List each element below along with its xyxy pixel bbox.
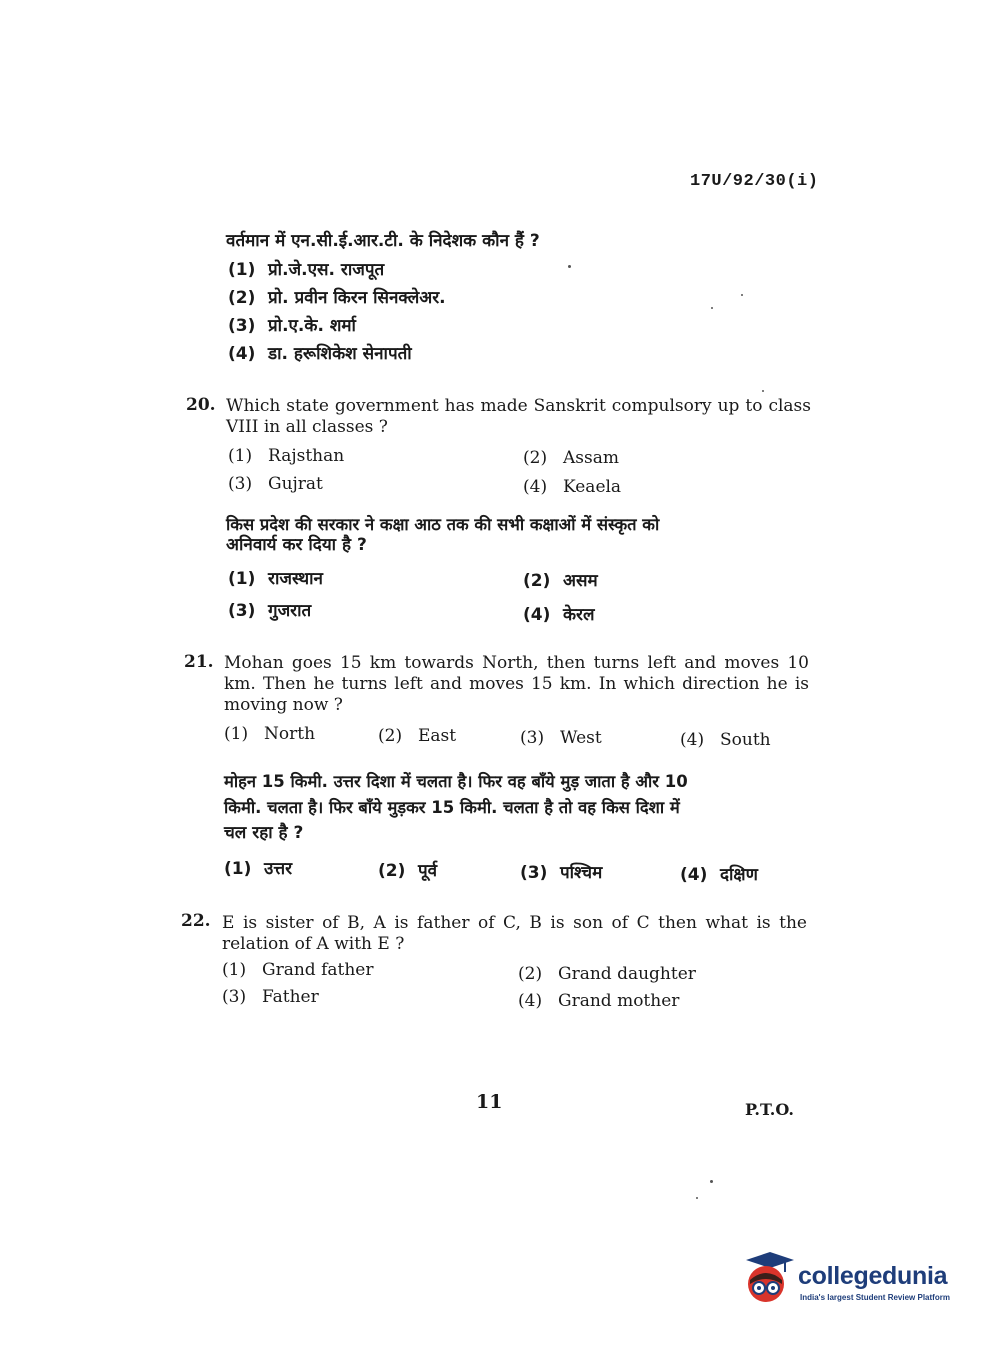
q19-option-3 [228, 315, 356, 337]
option-number: (3) [222, 987, 247, 1007]
q21-hindi-option-4 [680, 864, 758, 886]
q19-option-4 [228, 343, 412, 365]
option-text: Rajsthan [268, 446, 345, 466]
q20-hindi-option-1 [228, 568, 323, 590]
option-number: (2) [378, 861, 406, 881]
pto-label: P.T.O. [745, 1100, 794, 1119]
option-text: प्रो. प्रवीन किरन सिनक्लेअर. [268, 288, 446, 308]
option-number: (2) [378, 726, 403, 746]
option-text: प्रो.जे.एस. राजपूत [268, 260, 385, 280]
option-number: (4) [523, 605, 551, 625]
option-text: गुजरात [268, 601, 312, 621]
option-text: पूर्व [418, 861, 438, 881]
speck [568, 265, 571, 268]
q21-hindi-option-2 [378, 860, 437, 882]
option-text: Grand daughter [558, 964, 696, 984]
option-number: (2) [228, 288, 256, 308]
option-number: (4) [680, 730, 705, 750]
option-text: South [720, 730, 771, 750]
logo-wordmark: collegedunia [798, 1262, 948, 1290]
logo-tagline: India's largest Student Review Platform [800, 1293, 950, 1302]
q20-hindi-option-2 [523, 570, 598, 592]
option-text: डा. हरूशिकेश सेनापती [268, 344, 412, 364]
option-number: (4) [518, 991, 543, 1011]
q19-option-2 [228, 287, 446, 309]
option-number: (2) [523, 448, 548, 468]
option-text: असम [563, 571, 598, 591]
q22-option-2 [518, 963, 696, 985]
option-number: (3) [520, 728, 545, 748]
option-number: (1) [224, 859, 252, 879]
option-number: (2) [518, 964, 543, 984]
q20-number: 20. [186, 395, 216, 415]
q21-option-1 [224, 723, 315, 745]
q21-hindi-option-3 [520, 862, 602, 884]
q22-number: 22. [181, 911, 211, 931]
q20-option-1 [228, 445, 344, 467]
q20-hindi-stem-line2: अनिवार्य कर दिया है ? [226, 535, 367, 555]
collegedunia-logo[interactable] [740, 1250, 970, 1310]
option-text: North [264, 724, 316, 744]
q22-option-1 [222, 959, 373, 981]
option-number: (2) [523, 571, 551, 591]
page-number: 11 [476, 1091, 503, 1113]
option-number: (1) [228, 446, 253, 466]
paper-code: 17U/92/30(i) [690, 172, 819, 191]
option-number: (4) [680, 865, 708, 885]
q21-option-2 [378, 725, 456, 747]
q20-option-3 [228, 473, 323, 495]
q21-hindi-stem-line3: चल रहा है ? [224, 823, 304, 843]
option-text: प्रो.ए.के. शर्मा [268, 316, 356, 336]
speck [762, 390, 764, 392]
q20-hindi-stem-line1: किस प्रदेश की सरकार ने कक्षा आठ तक की सभी कक्षाओं में संस्कृत को [226, 515, 660, 534]
speck [696, 1197, 698, 1199]
option-number: (1) [222, 960, 247, 980]
option-number: (1) [228, 569, 256, 589]
q19-option-1 [228, 259, 384, 281]
option-text: Keaela [563, 477, 622, 497]
q20-hindi-option-3 [228, 600, 311, 622]
q22-option-3 [222, 986, 319, 1008]
option-text: East [418, 726, 457, 746]
option-number: (4) [523, 477, 548, 497]
option-number: (1) [224, 724, 249, 744]
option-text: Father [262, 987, 319, 1007]
option-number: (3) [520, 863, 548, 883]
speck [711, 307, 713, 309]
option-number: (4) [228, 344, 256, 364]
speck [741, 294, 743, 296]
q20-hindi-option-4 [523, 604, 595, 626]
q21-hindi-stem-line1: मोहन 15 किमी. उत्तर दिशा में चलता है। फिर वह बाँये मुड़ जाता है और 10 [224, 772, 688, 791]
option-number: (1) [228, 260, 256, 280]
q19-hindi-stem: वर्तमान में एन.सी.ई.आर.टी. के निदेशक कौन हैं ? [226, 231, 540, 251]
option-text: पश्चिम [560, 863, 603, 883]
option-number: (3) [228, 601, 256, 621]
option-text: Gujrat [268, 474, 323, 494]
q21-hindi-stem-line2: किमी. चलता है। फिर बाँये मुड़कर 15 किमी. चलता है तो वह किस दिशा में [224, 798, 680, 817]
option-text: केरल [563, 605, 595, 625]
q21-hindi-option-1 [224, 858, 292, 880]
option-text: राजस्थान [268, 569, 323, 589]
option-number: (3) [228, 316, 256, 336]
option-text: उत्तर [264, 859, 293, 879]
q21-number: 21. [184, 652, 214, 672]
q20-option-2 [523, 447, 619, 469]
speck [710, 1180, 713, 1183]
q20-stem: Which state government has made Sanskrit compulsory up to class VIII in all classes ? [226, 396, 811, 437]
option-number: (3) [228, 474, 253, 494]
option-text: Grand father [262, 960, 374, 980]
option-text: West [560, 728, 602, 748]
q21-option-3 [520, 727, 602, 749]
option-text: Grand mother [558, 991, 680, 1011]
option-text: दक्षिण [720, 865, 758, 885]
option-text: Assam [563, 448, 619, 468]
q21-option-4 [680, 729, 771, 751]
q22-option-4 [518, 990, 679, 1012]
q20-option-4 [523, 476, 621, 498]
q21-stem: Mohan goes 15 km towards North, then turns left and moves 10 km. Then he turns left and moves 15 km. In which direction he is moving now ? [224, 653, 809, 715]
graduate-mascot-icon [740, 1250, 796, 1310]
q22-stem: E is sister of B, A is father of C, B is son of C then what is the relation of A with E ? [222, 913, 807, 954]
